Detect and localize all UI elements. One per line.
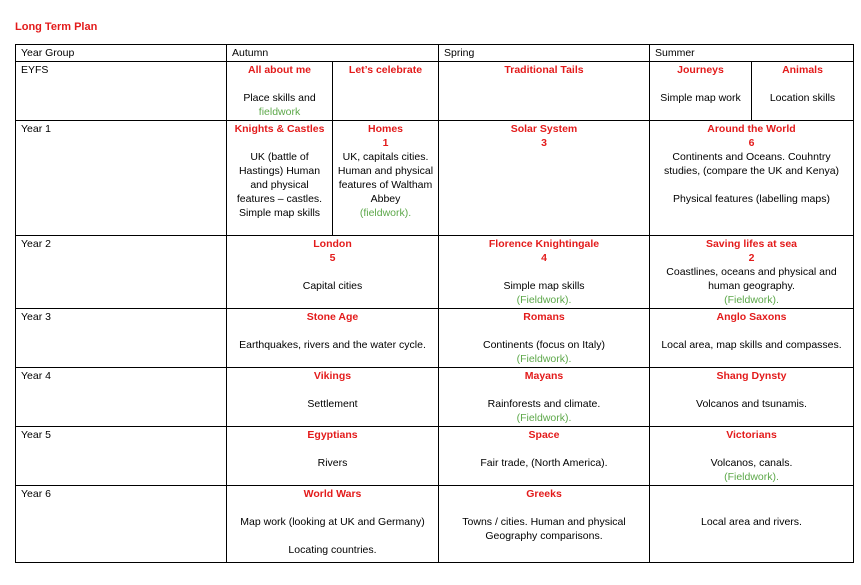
topic-title: Saving lifes at sea [705, 238, 798, 250]
topic-number: 4 [541, 252, 547, 264]
cell-spring [439, 121, 650, 236]
cell-summer [650, 427, 854, 486]
cell-autumn [227, 368, 439, 427]
fieldwork-note: (Fieldwork). [724, 471, 779, 483]
topic-description: UK, capitals cities. Human and physical features of Waltham Abbey [337, 151, 434, 205]
topic-number: 3 [541, 137, 547, 149]
table-row [16, 368, 854, 427]
topic-description: Simple map skills [503, 280, 585, 292]
topic-description: Towns / cities. Human and physical Geography comparisons. [462, 516, 626, 542]
topic-title: Solar System [510, 123, 578, 135]
topic-description: Capital cities [302, 280, 363, 292]
topic-title: Greeks [526, 488, 562, 500]
cell-spring [439, 236, 650, 309]
topic-description: Fair trade, (North America). [480, 457, 608, 469]
year-label: Year 1 [16, 121, 227, 236]
topic-description: Continents (focus on Italy) [483, 339, 605, 351]
year-label: Year 5 [16, 427, 227, 486]
topic-description: Rivers [317, 457, 348, 469]
topic-title: Florence Knightingale [488, 238, 600, 250]
topic-number: 2 [748, 252, 755, 264]
topic-description: Rainforests and climate. [487, 398, 601, 410]
topic-title: World Wars [303, 488, 362, 500]
table-row [16, 62, 854, 121]
cell-summer [650, 368, 854, 427]
year-label: EYFS [16, 62, 227, 121]
cell-summer [650, 309, 854, 368]
cell-autumn [227, 486, 439, 563]
cell-summer-b [752, 62, 854, 121]
header-row [16, 45, 854, 62]
topic-description-extra: Physical features (labelling maps) [673, 193, 830, 205]
header-spring: Spring [439, 45, 650, 62]
topic-description: Continents and Oceans. Couhntry studies, (compare the UK and Kenya) [663, 151, 840, 177]
cell-autumn [227, 427, 439, 486]
cell-spring [439, 427, 650, 486]
year-label: Year 3 [16, 309, 227, 368]
topic-description: Local area, map skills and compasses. [661, 339, 842, 351]
cell-spring [439, 486, 650, 563]
cell-summer [650, 236, 854, 309]
topic-title: Romans [523, 311, 565, 323]
cell-spring [439, 309, 650, 368]
topic-title: Animals [782, 64, 823, 76]
table-row [16, 236, 854, 309]
topic-title: London [313, 238, 352, 250]
table-row [16, 486, 854, 563]
year-label: Year 6 [16, 486, 227, 563]
topic-description: Volcanos and tsunamis. [696, 398, 807, 410]
year-label: Year 4 [16, 368, 227, 427]
topic-number: 5 [329, 252, 336, 264]
cell-autumn [227, 236, 439, 309]
cell-spring [439, 62, 650, 121]
topic-title: Space [528, 429, 560, 441]
page-title: Long Term Plan [15, 21, 98, 33]
cell-spring [439, 368, 650, 427]
topic-description: Location skills [769, 92, 836, 104]
fieldwork-note: (Fieldwork). [516, 294, 572, 306]
cell-autumn-b [333, 121, 439, 236]
fieldwork-note: (fieldwork). [359, 207, 412, 219]
header-year-group: Year Group [16, 45, 227, 62]
cell-autumn-a [227, 121, 333, 236]
topic-description: Settlement [307, 398, 358, 410]
fieldwork-note: fieldwork [258, 106, 301, 118]
header-summer: Summer [650, 45, 854, 62]
topic-description: Map work (looking at UK and Germany) [240, 516, 425, 528]
topic-title: Shang Dynsty [716, 370, 787, 382]
topic-title: Let’s celebrate [348, 64, 423, 76]
cell-summer [650, 486, 854, 563]
topic-description-extra: Locating countries. [288, 544, 377, 556]
topic-description: Earthquakes, rivers and the water cycle. [239, 339, 426, 351]
topic-title: Traditional Tails [504, 64, 584, 76]
year-label: Year 2 [16, 236, 227, 309]
cell-autumn-b [333, 62, 439, 121]
topic-description: Place skills and [243, 92, 316, 104]
topic-description: Simple map work [660, 92, 741, 104]
cell-autumn-a [227, 62, 333, 121]
table-row [16, 427, 854, 486]
topic-description: Local area and rivers. [701, 516, 802, 528]
cell-summer [650, 121, 854, 236]
topic-description: Coastlines, oceans and physical and human geography. [666, 266, 837, 292]
topic-title: Stone Age [306, 311, 359, 323]
topic-description: UK (battle of Hastings) Human and physical features – castles. Simple map skills [236, 151, 323, 219]
topic-title: Journeys [677, 64, 724, 76]
topic-title: Vikings [313, 370, 352, 382]
topic-title: Anglo Saxons [716, 311, 787, 323]
topic-title: Around the World [707, 123, 796, 135]
header-autumn: Autumn [227, 45, 439, 62]
cell-summer-a [650, 62, 752, 121]
topic-title: Knights & Castles [234, 123, 325, 135]
topic-title: Homes [367, 123, 403, 135]
fieldwork-note: (Fieldwork). [516, 353, 572, 365]
topic-description: Volcanos, canals. [710, 457, 793, 469]
topic-title: Mayans [524, 370, 564, 382]
cell-autumn [227, 309, 439, 368]
topic-number: 6 [748, 137, 755, 149]
table-row [16, 121, 854, 236]
topic-number: 1 [382, 137, 389, 149]
table-row [16, 309, 854, 368]
topic-title: Victorians [726, 429, 777, 441]
topic-title: All about me [247, 64, 311, 76]
long-term-plan-table [15, 44, 854, 563]
fieldwork-note: (Fieldwork). [724, 294, 779, 306]
topic-title: Egyptians [307, 429, 358, 441]
fieldwork-note: (Fieldwork). [516, 412, 572, 424]
